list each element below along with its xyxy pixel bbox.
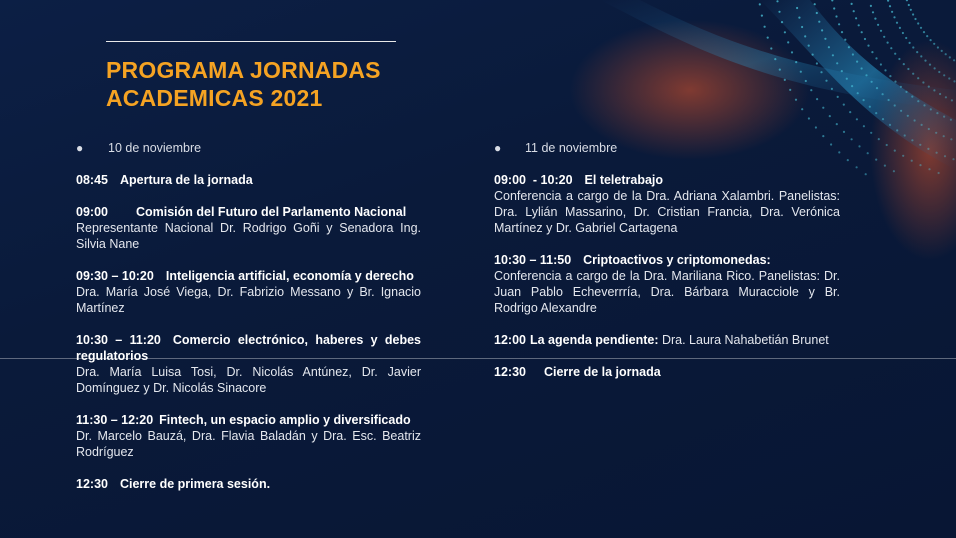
decorative-dot xyxy=(796,7,798,9)
decorative-dot xyxy=(908,4,910,6)
decorative-dot xyxy=(893,170,895,172)
decorative-dot xyxy=(894,150,896,152)
schedule-day-2 xyxy=(494,140,840,396)
agenda-speakers: Conferencia a cargo de la Dra. Adriana Xalambri. Panelistas: Dra. Lylián Massarino, Dr. Cristian Francia, Dra. Verónica Martínez y Dr. Gabriel Cartagena xyxy=(494,189,840,235)
bullet-icon: ● xyxy=(76,141,84,155)
decorative-dot xyxy=(911,139,913,141)
decorative-dot xyxy=(829,115,831,117)
decorative-dot xyxy=(776,0,778,2)
decorative-dot xyxy=(781,21,783,23)
decorative-dot xyxy=(870,132,872,134)
decorative-dot xyxy=(938,71,940,73)
page-title xyxy=(106,56,466,112)
decorative-dot xyxy=(875,112,877,114)
agenda-time: 10:30 – 11:20 xyxy=(76,333,161,347)
decorative-dot xyxy=(935,132,937,134)
decorative-dot xyxy=(805,80,807,82)
decorative-dot xyxy=(889,124,891,126)
decorative-dot xyxy=(837,96,839,98)
decorative-dot xyxy=(836,62,838,64)
decorative-dot xyxy=(906,0,908,1)
agenda-speakers: Dr. Marcelo Bauzá, Dra. Flavia Baladán y Dra. Esc. Beatriz Rodríguez xyxy=(76,429,421,459)
decorative-dot xyxy=(902,155,904,157)
decorative-dot xyxy=(870,5,872,7)
decorative-dot xyxy=(928,128,930,130)
decorative-dot xyxy=(950,138,952,140)
decorative-dot xyxy=(816,98,818,100)
decorative-dot xyxy=(943,116,945,118)
agenda-time: 11:30 – 12:20 xyxy=(76,413,154,427)
decorative-dot xyxy=(949,56,951,58)
agenda-item xyxy=(494,252,840,316)
decorative-dot xyxy=(883,36,885,38)
decorative-dot xyxy=(784,31,786,33)
decorative-dot xyxy=(858,145,860,147)
decorative-dot xyxy=(798,17,800,19)
agenda-title: Comercio electrónico, haberes y debes regulatorios xyxy=(76,333,421,363)
decorative-dot xyxy=(804,35,806,37)
decorative-dot xyxy=(953,59,955,61)
decorative-dot xyxy=(917,22,919,24)
decorative-dot xyxy=(926,35,928,37)
decorative-dot xyxy=(865,74,867,76)
agenda-speakers: Dra. María Luisa Tosi, Dr. Nicolás Antúnez, Dr. Javier Domínguez y Dr. Nicolás Sinacore xyxy=(76,365,421,395)
decorative-dot xyxy=(896,129,898,131)
decorative-dot xyxy=(928,86,930,88)
decorative-dot xyxy=(929,64,931,66)
decorative-dot xyxy=(887,0,889,2)
decorative-dot xyxy=(861,31,863,33)
decorative-dot xyxy=(952,158,954,160)
decorative-dot xyxy=(871,81,873,83)
decorative-dot xyxy=(858,24,860,26)
decorative-dot xyxy=(930,108,932,110)
decorative-dot xyxy=(948,77,950,79)
agenda-item-heading xyxy=(76,332,421,364)
decorative-dot xyxy=(820,71,822,73)
agenda-speakers: Conferencia a cargo de la Dra. Mariliana Rico. Panelistas: Dr. Juan Pablo Echeverrría, Dra. Bárbara Muracciole y Br. Rodrigo Alexandre xyxy=(494,269,840,315)
agenda-title: El teletrabajo xyxy=(584,173,664,187)
decorative-dot xyxy=(856,118,858,120)
decorative-dot xyxy=(849,111,851,113)
agenda-item xyxy=(494,332,840,348)
decorative-dot xyxy=(857,92,859,94)
agenda-item-heading xyxy=(494,252,840,268)
agenda-item xyxy=(494,364,840,380)
decorative-dot xyxy=(898,58,900,60)
decorative-dot xyxy=(814,3,816,5)
decorative-dot xyxy=(924,60,926,62)
decorative-dot xyxy=(851,85,853,87)
decorative-dot xyxy=(778,11,780,13)
decorative-dot xyxy=(945,96,947,98)
decorative-dot xyxy=(904,134,906,136)
title-rule xyxy=(106,41,396,42)
agenda-item-heading xyxy=(494,364,840,380)
decorative-dot xyxy=(844,39,846,41)
decorative-dot xyxy=(856,61,858,63)
decorative-dot xyxy=(838,23,840,25)
decorative-dot xyxy=(800,71,802,73)
decorative-dot xyxy=(945,53,947,55)
decorative-dot xyxy=(950,119,952,121)
decorative-dot xyxy=(824,38,826,40)
decorative-dot xyxy=(831,88,833,90)
decorative-dot xyxy=(864,38,866,40)
decorative-dot xyxy=(890,47,892,49)
decorative-dot xyxy=(936,112,938,114)
decorative-dot xyxy=(882,118,884,120)
decorative-dot xyxy=(933,43,935,45)
agenda-item-heading xyxy=(76,476,421,492)
decorative-dot xyxy=(863,125,865,127)
decorative-dot xyxy=(812,54,814,56)
decorative-dot xyxy=(821,29,823,31)
decorative-dot xyxy=(953,80,955,82)
decorative-dot xyxy=(835,15,837,17)
title-line: ACADEMICAS 2021 xyxy=(106,85,323,111)
decorative-dot xyxy=(917,77,919,79)
decorative-dot xyxy=(867,152,869,154)
decorative-dot xyxy=(808,45,810,47)
decorative-dot xyxy=(871,51,873,53)
decorative-dot xyxy=(818,21,820,23)
decorative-dot xyxy=(899,27,901,29)
agenda-time: 12:30 xyxy=(494,365,526,379)
decorative-dot xyxy=(867,45,869,47)
decorative-dot xyxy=(882,93,884,95)
decorative-dot xyxy=(816,62,818,64)
decorative-dot xyxy=(841,31,843,33)
decorative-dot xyxy=(863,99,865,101)
decorative-dot xyxy=(927,148,929,150)
decorative-dot xyxy=(876,87,878,89)
agenda-time: 09:00 xyxy=(76,205,108,219)
decorative-dot xyxy=(856,166,858,168)
decorative-dot xyxy=(912,13,914,15)
schedule-day-1 xyxy=(76,140,421,508)
agenda-time: 12:30 xyxy=(76,477,108,491)
agenda-title: Inteligencia artificial, economía y derecho xyxy=(165,269,414,283)
decorative-dot xyxy=(878,138,880,140)
decorative-dot xyxy=(933,89,935,91)
decorative-dot xyxy=(843,104,845,106)
decorative-dot xyxy=(896,22,898,24)
decorative-dot xyxy=(902,32,904,34)
decorative-dot xyxy=(822,107,824,109)
agenda-time: 12:00 xyxy=(494,333,526,347)
decorative-dot xyxy=(810,89,812,91)
decorative-dot xyxy=(894,81,896,83)
agenda-item xyxy=(76,268,421,316)
decorative-dot xyxy=(900,110,902,112)
decorative-dot xyxy=(911,160,913,162)
decorative-dot xyxy=(920,55,922,57)
agenda-item xyxy=(494,172,840,236)
decorative-dot xyxy=(770,47,772,49)
decorative-dot xyxy=(919,164,921,166)
decorative-dot xyxy=(789,89,791,91)
agenda-item-heading xyxy=(76,172,421,188)
decorative-dot xyxy=(846,78,848,80)
agenda-title: Cierre de primera sesión. xyxy=(119,477,271,491)
decorative-dot xyxy=(808,117,810,119)
decorative-dot xyxy=(851,3,853,5)
decorative-dot xyxy=(795,61,797,63)
decorative-dot xyxy=(930,39,932,41)
decorative-dot xyxy=(916,51,918,53)
decorative-dot xyxy=(938,172,940,174)
decorative-dot xyxy=(816,12,818,14)
decorative-dot xyxy=(909,42,911,44)
decorative-dot xyxy=(939,93,941,95)
decorative-dot xyxy=(843,131,845,133)
decorative-dot xyxy=(884,69,886,71)
decorative-dot xyxy=(779,69,781,71)
decorative-dot xyxy=(907,115,909,117)
decorative-dot xyxy=(852,53,854,55)
decorative-dot xyxy=(923,104,925,106)
decorative-dot xyxy=(911,96,913,98)
decorative-dot xyxy=(787,41,789,43)
decorative-dot xyxy=(801,26,803,28)
date-label: 10 de noviembre xyxy=(108,141,202,155)
decorative-dot xyxy=(922,81,924,83)
decorative-dot xyxy=(825,80,827,82)
decorative-dot xyxy=(912,46,914,48)
decorative-dot xyxy=(847,159,849,161)
agenda-item-heading xyxy=(76,268,421,284)
decorative-dot xyxy=(919,144,921,146)
decorative-dot xyxy=(767,37,769,39)
decorative-dot xyxy=(784,79,786,81)
decorative-dot xyxy=(920,27,922,29)
decorative-dot xyxy=(886,144,888,146)
decorative-dot xyxy=(914,18,916,20)
decorative-dot xyxy=(923,31,925,33)
decorative-dot xyxy=(943,74,945,76)
agenda-item xyxy=(76,332,421,396)
decorative-dot xyxy=(853,10,855,12)
decorative-dot xyxy=(848,46,850,48)
date-heading xyxy=(494,140,840,156)
decorative-dot xyxy=(884,165,886,167)
decorative-dot xyxy=(937,46,939,48)
decorative-dot xyxy=(795,99,797,101)
decorative-dot xyxy=(836,123,838,125)
decorative-dot xyxy=(874,18,876,20)
decorative-dot xyxy=(888,99,890,101)
agenda-title: Comisión del Futuro del Parlamento Nacional xyxy=(135,205,407,219)
decorative-dot xyxy=(936,152,938,154)
decorative-dot xyxy=(875,159,877,161)
decorative-dot xyxy=(894,104,896,106)
decorative-dot xyxy=(877,24,879,26)
decorative-dot xyxy=(815,126,817,128)
decorative-dot xyxy=(934,67,936,69)
agenda-title: Apertura de la jornada xyxy=(119,173,253,187)
decorative-dot xyxy=(801,108,803,110)
decorative-dot xyxy=(764,26,766,28)
decorative-dot xyxy=(914,119,916,121)
agenda-item-heading xyxy=(76,412,421,428)
decorative-dot xyxy=(841,70,843,72)
agenda-speakers: Dra. Laura Nahabetián Brunet xyxy=(661,333,829,347)
agenda-title: Cierre de la jornada xyxy=(543,365,661,379)
decorative-dot xyxy=(951,99,953,101)
bullet-icon: ● xyxy=(494,141,502,155)
decorative-dot xyxy=(832,54,834,56)
agenda-item-heading xyxy=(494,332,840,348)
decorative-dot xyxy=(831,0,833,2)
title-line: PROGRAMA JORNADAS xyxy=(106,57,381,83)
agenda-item-heading xyxy=(76,204,421,220)
agenda-title: Criptoactivos y criptomonedas: xyxy=(583,253,771,267)
decorative-dot xyxy=(893,16,895,18)
decorative-dot xyxy=(791,51,793,53)
decorative-dot xyxy=(941,50,943,52)
decorative-dot xyxy=(900,86,902,88)
decorative-dot xyxy=(928,168,930,170)
decorative-dot xyxy=(875,57,877,59)
agenda-title: Fintech, un espacio amplio y diversificado xyxy=(159,413,411,427)
agenda-time: 10:30 – 11:50 xyxy=(494,253,572,267)
date-label: 11 de noviembre xyxy=(525,141,618,155)
decorative-dot xyxy=(891,11,893,13)
decorative-dot xyxy=(759,3,761,5)
agenda-title: La agenda pendiente: xyxy=(529,333,659,347)
decorative-dot xyxy=(869,106,871,108)
decorative-dot xyxy=(905,91,907,93)
decorative-dot xyxy=(851,138,853,140)
decorative-dot xyxy=(889,5,891,7)
decorative-dot xyxy=(833,7,835,9)
decorative-dot xyxy=(761,15,763,17)
decorative-dot xyxy=(828,46,830,48)
agenda-item xyxy=(76,172,421,188)
agenda-time: 09:30 – 10:20 xyxy=(76,269,154,283)
decorative-dot xyxy=(880,63,882,65)
decorative-dot xyxy=(910,9,912,11)
decorative-dot xyxy=(903,63,905,65)
decorative-dot xyxy=(917,100,919,102)
decorative-dot xyxy=(887,42,889,44)
agenda-item xyxy=(76,204,421,252)
decorative-dot xyxy=(889,75,891,77)
decorative-dot xyxy=(894,53,896,55)
agenda-item-heading xyxy=(494,172,840,188)
decorative-dot xyxy=(943,135,945,137)
decorative-dot xyxy=(905,37,907,39)
decorative-dot xyxy=(907,68,909,70)
decorative-dot xyxy=(865,173,867,175)
decorative-dot xyxy=(912,73,914,75)
agenda-time: 08:45 xyxy=(76,173,108,187)
decorative-dot xyxy=(944,155,946,157)
agenda-time: 09:00 - 10:20 xyxy=(494,173,573,187)
agenda-item xyxy=(76,476,421,492)
agenda-speakers: Dra. María José Viega, Dr. Fabrizio Messano y Br. Ignacio Martínez xyxy=(76,285,421,315)
date-heading xyxy=(76,140,421,156)
decorative-dot xyxy=(855,17,857,19)
agenda-speakers: Representante Nacional Dr. Rodrigo Goñi y Senadora Ing. Silvia Nane xyxy=(76,221,421,251)
decorative-dot xyxy=(861,67,863,69)
decorative-dot xyxy=(880,30,882,32)
decorative-dot xyxy=(872,11,874,13)
decorative-dot xyxy=(921,124,923,126)
decorative-dot xyxy=(822,135,824,137)
decorative-dot xyxy=(774,58,776,60)
agenda-item xyxy=(76,412,421,460)
